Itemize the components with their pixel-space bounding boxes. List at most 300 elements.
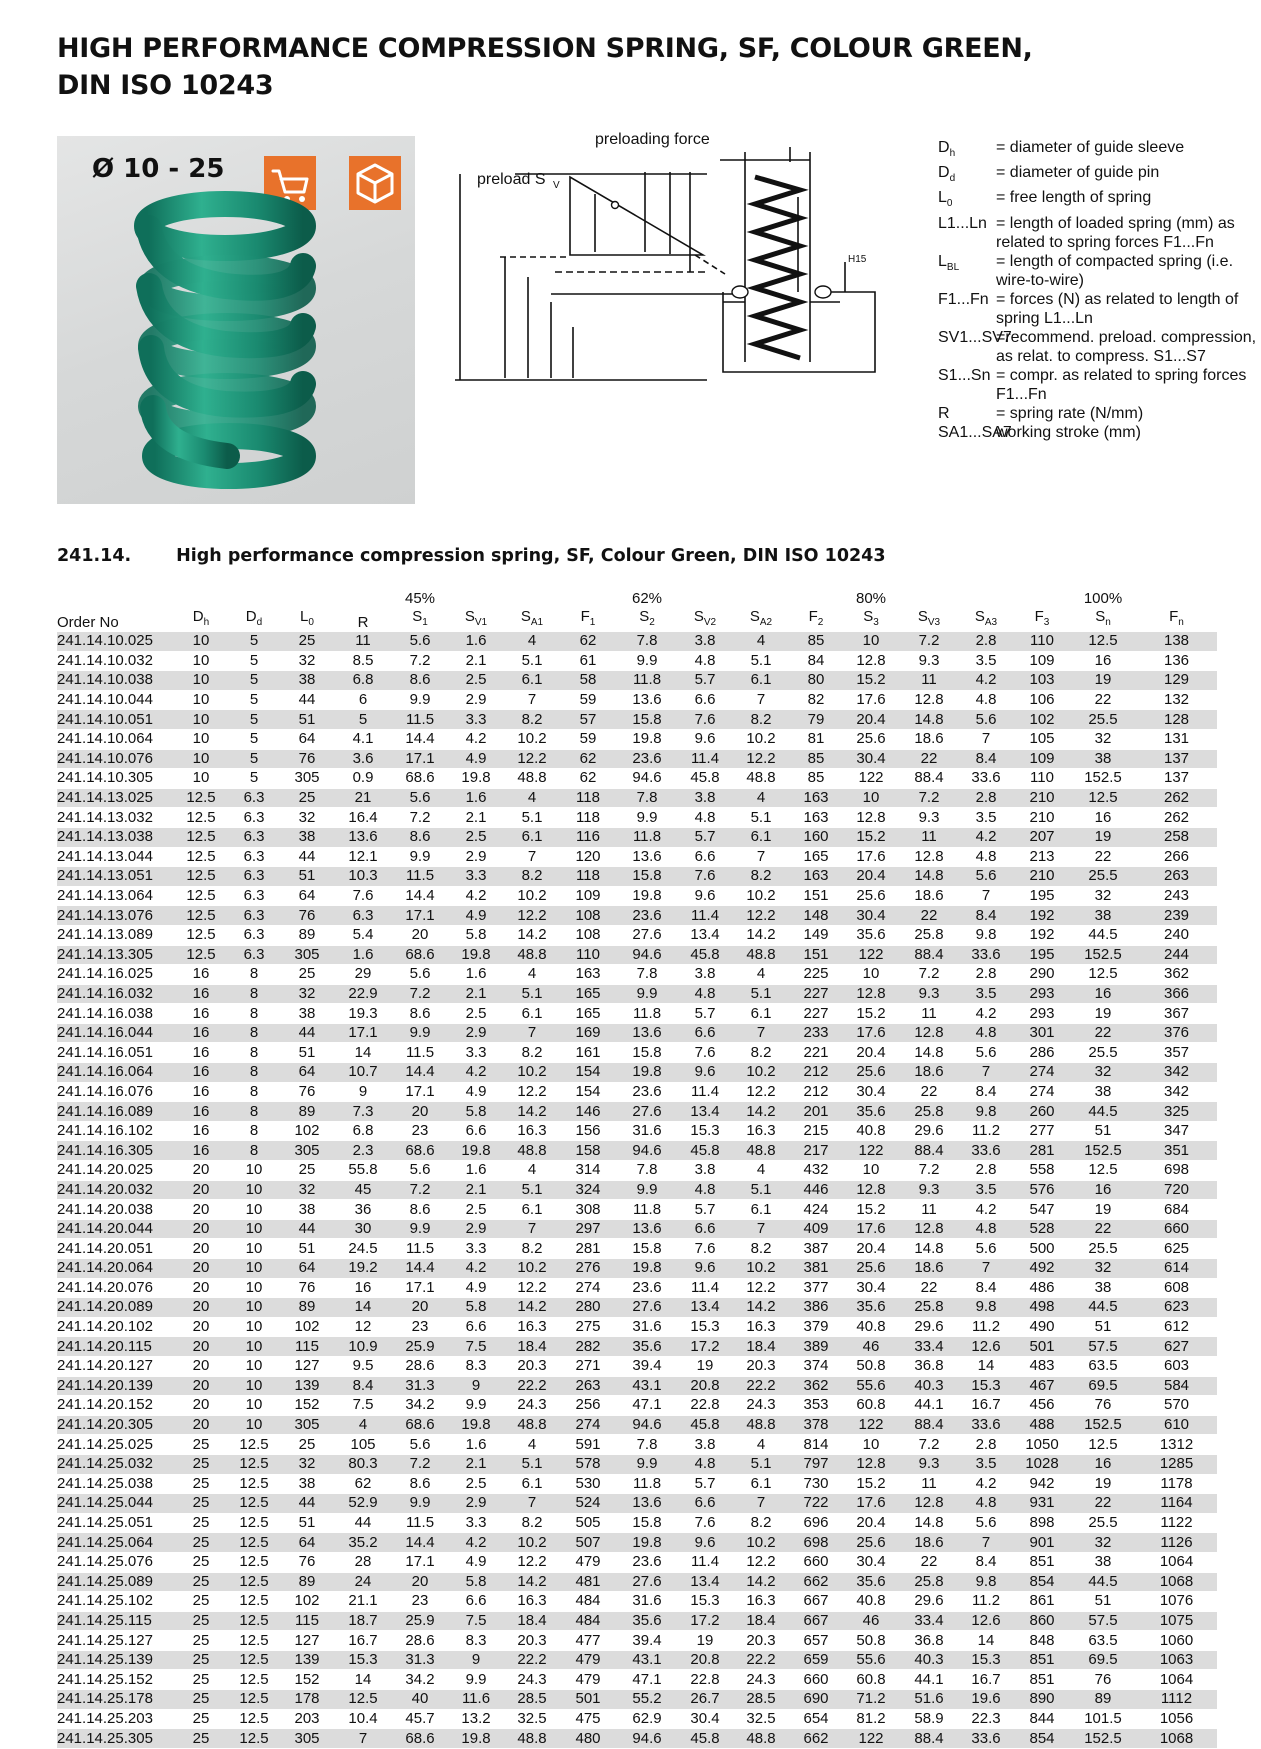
table-cell: 290 [1014,965,1070,985]
table-cell: 16 [174,1121,228,1141]
table-cell: 84 [790,651,842,671]
table-cell: 14.2 [732,925,790,945]
table-cell: 11.8 [616,671,678,691]
table-cell: 69.5 [1070,1650,1136,1670]
table-cell: 25.8 [900,1572,958,1592]
table-cell: 505 [560,1513,616,1533]
table-cell: 4.8 [678,1454,732,1474]
table-cell: 376 [1136,1023,1217,1043]
table-cell: 5 [228,710,280,730]
table-cell: 12.5 [228,1729,280,1749]
table-cell: 38 [280,671,334,691]
table-cell: 8 [228,1082,280,1102]
table-cell: 22 [900,1082,958,1102]
table-cell: 6.8 [334,1121,392,1141]
table-cell: 71.2 [842,1690,900,1710]
table-cell: 20 [174,1200,228,1220]
legend-symbol: SA1...SA7 [938,423,1012,441]
table-cell: 610 [1136,1415,1217,1435]
table-cell: 3.3 [448,710,504,730]
table-cell: 22.2 [504,1650,560,1670]
table-cell: 25.5 [1070,710,1136,730]
table-cell: 4.8 [678,651,732,671]
table-cell: 15.3 [334,1650,392,1670]
table-cell: 657 [790,1631,842,1651]
table-cell: 6.6 [448,1592,504,1612]
table-cell: 23 [392,1592,448,1612]
table-cell: 192 [1014,925,1070,945]
green-spring-image [57,136,415,504]
table-cell: 11.5 [392,1239,448,1259]
table-cell: 11 [334,632,392,651]
table-cell: 45.8 [678,1141,732,1161]
table-cell: 20.3 [504,1356,560,1376]
table-cell: 446 [790,1180,842,1200]
table-cell: 274 [560,1278,616,1298]
table-cell: 12.5 [334,1690,392,1710]
table-cell: 488 [1014,1415,1070,1435]
table-cell: 20.4 [842,1239,900,1259]
table-cell: 27.6 [616,1102,678,1122]
table-cell: 33.6 [958,1729,1014,1749]
table-cell: 25.9 [392,1337,448,1357]
table-cell: 20 [392,925,448,945]
table-cell: 51 [1070,1592,1136,1612]
table-cell: 9.8 [958,1298,1014,1318]
table-cell: 43.1 [616,1650,678,1670]
table-cell: 45.8 [678,1729,732,1749]
table-cell: 479 [560,1650,616,1670]
table-cell: 1.6 [448,788,504,808]
table-cell: 13.4 [678,1298,732,1318]
table-body [57,632,1217,1748]
table-cell: 7.6 [678,1239,732,1259]
order-no-cell: 241.14.20.044 [57,1219,174,1239]
table-cell: 13.6 [334,827,392,847]
table-cell: 3.5 [958,1454,1014,1474]
table-cell: 9.9 [392,690,448,710]
table-cell: 25.8 [900,1102,958,1122]
table-cell: 7 [732,1219,790,1239]
table-cell: 9.9 [392,847,448,867]
table-cell: 51 [280,1513,334,1533]
table-cell: 7.2 [900,965,958,985]
table-cell: 25.6 [842,729,900,749]
table-cell: 8.2 [504,1513,560,1533]
table-cell: 1126 [1136,1533,1217,1553]
table-cell: 17.1 [392,1278,448,1298]
table-cell: 5.1 [732,808,790,828]
table-cell: 324 [560,1180,616,1200]
table-cell: 152.5 [1070,1729,1136,1749]
table-cell: 25 [174,1494,228,1514]
percent-header [228,590,280,608]
table-cell: 12.2 [504,1082,560,1102]
table-cell: 20 [174,1239,228,1259]
order-no-cell: 241.14.13.044 [57,847,174,867]
table-cell: 6.8 [334,671,392,691]
table-cell: 25 [174,1611,228,1631]
order-no-cell: 241.14.10.305 [57,769,174,789]
table-cell: 260 [1014,1102,1070,1122]
table-cell: 38 [280,1474,334,1494]
table-cell: 11 [900,1004,958,1024]
table-cell: 20 [174,1219,228,1239]
table-cell: 10 [228,1239,280,1259]
table-cell: 51 [280,710,334,730]
table-cell: 5 [228,769,280,789]
table-cell: 7 [504,1023,560,1043]
legend-item [938,163,1258,188]
table-cell: 33.6 [958,1415,1014,1435]
table-cell: 1050 [1014,1435,1070,1455]
table-cell: 17.2 [678,1611,732,1631]
table-cell: 7.8 [616,965,678,985]
order-no-cell: 241.14.25.025 [57,1435,174,1455]
table-cell: 15.8 [616,1239,678,1259]
table-cell: 18.6 [900,886,958,906]
table-cell: 2.8 [958,632,1014,651]
table-cell: 9.9 [448,1670,504,1690]
table-cell: 31.6 [616,1121,678,1141]
table-cell: 8.2 [732,1513,790,1533]
table-cell: 16.3 [504,1121,560,1141]
table-cell: 215 [790,1121,842,1141]
table-cell: 2.8 [958,1435,1014,1455]
order-no-cell: 241.14.16.089 [57,1102,174,1122]
table-cell: 576 [1014,1180,1070,1200]
table-cell: 854 [1014,1572,1070,1592]
table-cell: 32 [280,1454,334,1474]
table-cell: 203 [280,1709,334,1729]
table-row [57,1023,1217,1043]
table-cell: 25 [174,1650,228,1670]
table-cell: 80 [790,671,842,691]
table-cell: 12.5 [174,847,228,867]
table-cell: 14.2 [504,1298,560,1318]
table-cell: 88.4 [900,769,958,789]
table-cell: 24.3 [504,1670,560,1690]
table-cell: 44.1 [900,1670,958,1690]
table-cell: 5.8 [448,1572,504,1592]
table-cell: 151 [790,886,842,906]
table-cell: 342 [1136,1082,1217,1102]
table-cell: 76 [1070,1670,1136,1690]
order-no-cell: 241.14.10.051 [57,710,174,730]
table-cell: 44 [280,1023,334,1043]
table-cell: 262 [1136,808,1217,828]
order-no-cell: 241.14.16.032 [57,984,174,1004]
table-cell: 627 [1136,1337,1217,1357]
table-cell: 20.3 [504,1631,560,1651]
order-no-cell: 241.14.16.076 [57,1082,174,1102]
table-cell: 10 [842,1435,900,1455]
order-no-cell: 241.14.20.089 [57,1298,174,1318]
table-row [57,1082,1217,1102]
table-cell: 35.6 [842,1298,900,1318]
legend-symbol: F1...Fn [938,290,989,308]
table-row [57,1415,1217,1435]
table-cell: 16.7 [334,1631,392,1651]
table-cell: 12.6 [958,1611,1014,1631]
table-cell: 10 [174,729,228,749]
table-row [57,1494,1217,1514]
table-cell: 1.6 [448,632,504,651]
column-header: $S_{V1}$ [464,608,488,628]
table-cell: 1068 [1136,1729,1217,1749]
table-cell: 20 [174,1259,228,1279]
column-header: $S_{V3}$ [917,608,941,628]
table-cell: 11 [900,1200,958,1220]
table-cell: 5.6 [958,867,1014,887]
table-cell: 14 [334,1043,392,1063]
table-cell: 46 [842,1337,900,1357]
legend-item [938,328,1258,366]
page-title [57,30,1157,104]
table-cell: 12.5 [228,1572,280,1592]
legend-item [938,252,1258,290]
table-cell: 366 [1136,984,1217,1004]
table-cell: 89 [280,1298,334,1318]
table-cell: 36.8 [900,1631,958,1651]
table-cell: 7.6 [678,710,732,730]
order-no-cell: 241.14.20.038 [57,1200,174,1220]
table-cell: 12.5 [228,1670,280,1690]
table-cell: 6.1 [504,671,560,691]
table-cell: 48.8 [732,1729,790,1749]
table-cell: 8.2 [504,867,560,887]
table-cell: 108 [560,906,616,926]
table-cell: 6.6 [448,1121,504,1141]
table-cell: 6.6 [678,1023,732,1043]
table-cell: 16 [174,1141,228,1161]
table-cell: 17.1 [392,1082,448,1102]
table-cell: 4.2 [958,671,1014,691]
table-cell: 85 [790,632,842,651]
table-cell: 139 [280,1376,334,1396]
table-cell: 48.8 [504,1141,560,1161]
table-row [57,1611,1217,1631]
table-row [57,945,1217,965]
table-cell: 109 [1014,749,1070,769]
table-cell: 467 [1014,1376,1070,1396]
order-no-cell: 241.14.10.038 [57,671,174,691]
table-cell: 12.8 [900,1494,958,1514]
table-cell: 3.3 [448,1239,504,1259]
table-cell: 51 [1070,1317,1136,1337]
table-cell: 10 [228,1219,280,1239]
table-cell: 386 [790,1298,842,1318]
table-cell: 8.4 [958,1082,1014,1102]
table-row [57,1454,1217,1474]
table-cell: 377 [790,1278,842,1298]
table-cell: 76 [1070,1396,1136,1416]
column-header: $S_{A1}$ [520,608,544,628]
table-cell: 6 [334,690,392,710]
table-cell: 4 [504,632,560,651]
table-cell: 1285 [1136,1454,1217,1474]
table-cell: 34.2 [392,1396,448,1416]
table-cell: 12.5 [228,1611,280,1631]
table-cell: 14.8 [900,710,958,730]
table-cell: 2.8 [958,1161,1014,1181]
table-cell: 23.6 [616,1278,678,1298]
table-cell: 19.3 [334,1004,392,1024]
table-cell: 17.2 [678,1337,732,1357]
table-cell: 44 [280,1494,334,1514]
table-cell: 2.9 [448,690,504,710]
table-cell: 2.8 [958,788,1014,808]
table-cell: 69.5 [1070,1376,1136,1396]
table-cell: 11 [900,1474,958,1494]
legend-symbol: $D_d$ [938,164,956,185]
order-no-cell: 241.14.20.051 [57,1239,174,1259]
table-cell: 12.5 [228,1513,280,1533]
table-cell: 20 [174,1376,228,1396]
order-no-cell: 241.14.13.032 [57,808,174,828]
table-cell: 201 [790,1102,842,1122]
table-cell: 32 [1070,1533,1136,1553]
table-cell: 225 [790,965,842,985]
percent-header [57,590,174,608]
table-cell: 151 [790,945,842,965]
table-cell: 4.2 [958,1474,1014,1494]
table-cell: 16 [1070,808,1136,828]
table-cell: 4.2 [448,1259,504,1279]
table-cell: 25 [280,632,334,651]
table-cell: 28.5 [504,1690,560,1710]
table-row [57,671,1217,691]
table-cell: 2.5 [448,1200,504,1220]
table-cell: 15.2 [842,827,900,847]
table-cell: 3.8 [678,965,732,985]
table-cell: 16 [1070,1180,1136,1200]
order-no-cell: 241.14.25.032 [57,1454,174,1474]
table-cell: 6.6 [448,1317,504,1337]
table-cell: 10 [228,1278,280,1298]
table-cell: 14.2 [504,925,560,945]
table-cell: 35.6 [842,925,900,945]
table-cell: 48.8 [732,1141,790,1161]
order-no-cell: 241.14.25.051 [57,1513,174,1533]
table-cell: 195 [1014,886,1070,906]
order-no-cell: 241.14.10.044 [57,690,174,710]
table-cell: 15.2 [842,671,900,691]
table-cell: 154 [560,1063,616,1083]
table-cell: 4.8 [958,1219,1014,1239]
table-cell: 3.8 [678,788,732,808]
table-cell: 16.3 [504,1592,560,1612]
table-cell: 263 [560,1376,616,1396]
order-no-cell: 241.14.25.305 [57,1729,174,1749]
table-cell: 18.6 [900,1063,958,1083]
table-cell: 20.3 [732,1631,790,1651]
table-cell: 18.6 [900,729,958,749]
table-cell: 659 [790,1650,842,1670]
percent-header [958,590,1014,608]
table-cell: 7 [334,1729,392,1749]
table-cell: 45.8 [678,769,732,789]
table-cell: 22 [900,906,958,926]
table-cell: 4.2 [448,1533,504,1553]
table-cell: 12.5 [1070,965,1136,985]
legend-symbol: $L_0$ [938,189,953,210]
table-cell: 848 [1014,1631,1070,1651]
table-cell: 210 [1014,788,1070,808]
table-cell: 40.8 [842,1121,900,1141]
table-cell: 7.8 [616,1161,678,1181]
legend-item [938,214,1258,252]
table-cell: 3.5 [958,1180,1014,1200]
table-cell: 27.6 [616,1572,678,1592]
column-header-row [57,608,1217,632]
table-cell: 5.7 [678,1474,732,1494]
table-cell: 12.5 [174,906,228,926]
table-cell: 275 [560,1317,616,1337]
table-cell: 210 [1014,808,1070,828]
table-cell: 305 [280,1141,334,1161]
table-cell: 1178 [1136,1474,1217,1494]
table-cell: 38 [280,1004,334,1024]
table-cell: 6.1 [732,1200,790,1220]
table-cell: 374 [790,1356,842,1376]
h15-label: H15 [848,254,867,265]
table-cell: 14.2 [732,1298,790,1318]
table-cell: 137 [1136,749,1217,769]
table-cell: 32.5 [504,1709,560,1729]
table-cell: 660 [790,1670,842,1690]
table-cell: 15.8 [616,1043,678,1063]
table-cell: 19.6 [958,1690,1014,1710]
column-header: R [357,614,369,631]
table-cell: 38 [1070,1552,1136,1572]
table-cell: 281 [1014,1141,1070,1161]
table-cell: 4.9 [448,1278,504,1298]
table-cell: 3.8 [678,632,732,651]
table-cell: 9 [448,1650,504,1670]
table-cell: 6.3 [228,847,280,867]
table-cell: 12.2 [504,906,560,926]
table-cell: 484 [560,1592,616,1612]
table-cell: 12.5 [228,1592,280,1612]
table-cell: 94.6 [616,1141,678,1161]
order-no-cell: 241.14.16.038 [57,1004,174,1024]
table-cell: 26.7 [678,1690,732,1710]
table-cell: 213 [1014,847,1070,867]
table-cell: 16 [174,965,228,985]
order-no-cell: 241.14.20.152 [57,1396,174,1416]
table-cell: 89 [1070,1690,1136,1710]
table-cell: 362 [790,1376,842,1396]
table-cell: 8 [228,1023,280,1043]
table-row [57,1396,1217,1416]
table-cell: 244 [1136,945,1217,965]
table-cell: 1064 [1136,1552,1217,1572]
table-cell: 19.8 [448,945,504,965]
percent-header [1014,590,1070,608]
column-header: $D_d$ [245,608,263,628]
table-cell: 169 [560,1023,616,1043]
table-cell: 154 [560,1082,616,1102]
order-no-cell: 241.14.20.076 [57,1278,174,1298]
table-cell: 22.2 [504,1376,560,1396]
table-cell: 10 [228,1259,280,1279]
table-cell: 660 [1136,1219,1217,1239]
table-cell: 33.6 [958,769,1014,789]
table-cell: 35.6 [616,1611,678,1631]
table-cell: 12.2 [504,1278,560,1298]
table-cell: 22.2 [732,1650,790,1670]
